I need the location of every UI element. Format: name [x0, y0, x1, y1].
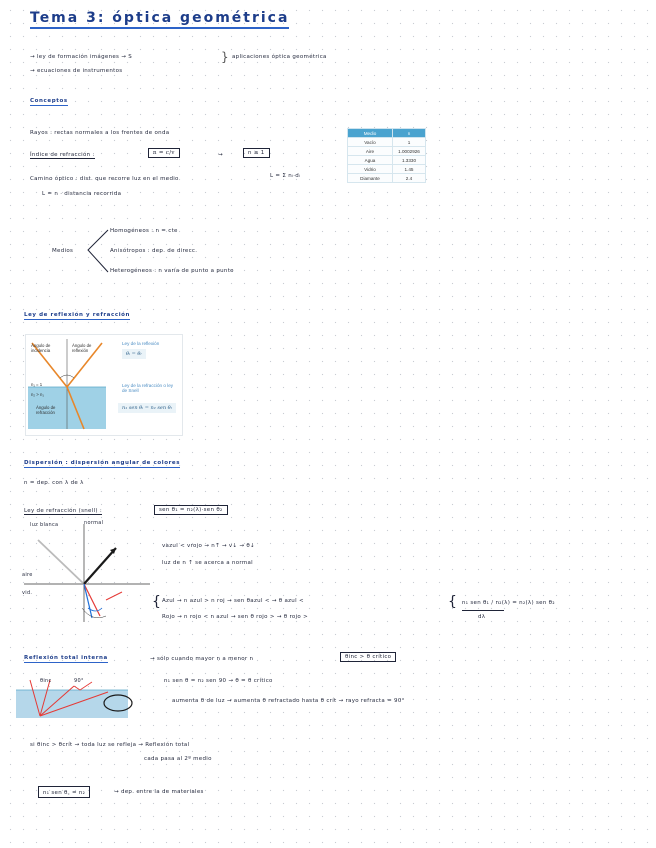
indice-label [30, 152, 95, 158]
reflection-refraction-card [25, 334, 183, 436]
table-header-row [348, 129, 426, 138]
table-row [348, 147, 426, 156]
table-cell: 1.0002926 [393, 147, 426, 156]
diag-label-inc: θinc [40, 678, 52, 684]
dispersion-note-2: luz de n ↑ se acerca a normal [162, 560, 254, 566]
angulo-incidencia-label: Ángulo de incidencia [31, 343, 51, 353]
blue-ray [84, 584, 92, 618]
intro-line-1: → ley de formación imágenes → S [30, 54, 133, 60]
table-cell: Diamante [348, 174, 393, 183]
ley-reflexion-label: Ley de la reflexión [122, 341, 160, 346]
snell-label [24, 508, 102, 514]
critical-angle-formula: n₁ sen θ꜀ = n₂ [38, 786, 90, 798]
table-row [348, 174, 426, 183]
dispersion-diagram-icon [22, 518, 152, 628]
camino-text: Camino óptico : dist. que recorre luz en el medio [30, 176, 179, 182]
table-cell: 1.3330 [393, 156, 426, 165]
intro-line-2: → ecuaciones de instrumentos [30, 68, 123, 74]
table-row [348, 138, 426, 147]
angulo-refraccion-label: Ángulo de refracción [36, 405, 56, 415]
critical-angle-note: → dep. entre la de materiales [114, 789, 204, 795]
table-header: Medio [348, 129, 393, 138]
vidrio-label: vid. [22, 590, 33, 596]
dispersion-cond-2: Rojo → n rojo < n azul → sen θ rojo > → θ rojo > [162, 614, 309, 620]
table-cell: 2.4 [393, 174, 426, 183]
table-header: n [393, 129, 426, 138]
table-row [348, 165, 426, 174]
reflexion-total-line-2: aumenta θ de luz → aumenta θ refractado hasta θ crít → rayo refracta = 90° [172, 698, 405, 704]
section-heading-ley: Ley de reflexión y refracción [24, 312, 131, 318]
section-heading-reflexion-total: Reflexión total interna [24, 655, 108, 661]
heterogeneos-text: Heterogéneos : n varía de punto a punto [110, 268, 234, 274]
ley-refraccion-label: Ley de la refracción o ley de Snell [122, 383, 174, 393]
dispersion-line-1: n = dep. con λ de λ [24, 480, 84, 486]
table-cell: 1.45 [393, 165, 426, 174]
brace-right-glyph: { [448, 594, 458, 610]
snell-label-text: Ley de refracción (snell) : [24, 508, 103, 514]
aire-label: aire [22, 572, 33, 578]
table-row [348, 156, 426, 165]
brace-glyph: } [221, 50, 229, 64]
dispersion-formula-right: n₁ sen θ₁ / n₂(λ) = n₂(λ) sen θ₂ [462, 600, 555, 606]
reflexion-total-line-3: si θinc > θcrít → toda luz se refleja → Reflexión total [30, 742, 190, 748]
dispersion-note-1: vazul < vrojo → n↑ → v↓ → θ↓ [162, 543, 255, 549]
ley-reflexion-formula: θᵢ = θᵣ [122, 349, 146, 359]
luz-blanca-label: luz blanca [30, 522, 59, 528]
water-region [16, 690, 128, 718]
medios-brace-icon [82, 226, 112, 276]
white-light-ray [38, 540, 84, 584]
reflexion-total-line-1: n₁ sen θ = n₂ sen 90 → θ = θ crítico [164, 678, 273, 684]
snell-formula: sen θ₁ = n₂(λ)·sen θ₂ [154, 505, 228, 515]
section-heading-conceptos: Conceptos [30, 98, 68, 104]
dispersion-cond-1: Azul → n azul > n roj → sen θazul < → θ azul < [162, 598, 304, 604]
indice-formula: n = c/v [148, 148, 180, 158]
rayos-text: Rayos : rectas normales a los frentes de onda [30, 130, 170, 136]
normal-label: normal [84, 520, 104, 526]
reflexion-total-line-3b: cada pasa al 2º medio [144, 756, 212, 762]
table-cell: Aire [348, 147, 393, 156]
table-cell: Vacío [348, 138, 393, 147]
ley-refraccion-formula: n₁ sen θᵢ = n₂ sen θₜ [118, 403, 176, 413]
indice-label-text: Índice de refracción : [30, 152, 95, 158]
table-cell: Agua [348, 156, 393, 165]
intro-line-1b: aplicaciones óptica geométrica [232, 54, 327, 60]
n1-label: n₁ = 1 [31, 382, 43, 387]
section-heading-dispersion: Dispersión : dispersión angular de colores [24, 460, 181, 466]
refractive-index-table [347, 128, 426, 183]
anisotropos-text: Anisótropos : dep. de direcc. [110, 248, 198, 254]
reflexion-total-desc: → sólo cuando mayor n a menor n [150, 656, 254, 662]
angulo-reflexion-label: Ángulo de reflexión [72, 343, 92, 353]
n2-label: n₂ > n₁ [31, 392, 44, 397]
reflected-ray [84, 548, 116, 584]
diag-label-90: 90° [74, 678, 84, 684]
indice-result: n ≥ 1 [243, 148, 270, 158]
brace-left-glyph: { [152, 594, 162, 610]
arrow-glyph: → [218, 152, 223, 158]
table-cell: Vidrio [348, 165, 393, 174]
camino-formula: L = Σ nᵢ·dᵢ [270, 173, 301, 179]
camino-text-2: L = n · distancia recorrida [42, 191, 122, 197]
medios-label: Medios [52, 248, 74, 254]
dispersion-formula-den: dλ [478, 614, 486, 620]
fraction-bar [462, 610, 504, 611]
homogeneos-text: Homogéneos : n = cte [110, 228, 178, 234]
red-ray [84, 584, 100, 616]
medium-table-wrap [347, 128, 426, 183]
page-title: Tema 3: óptica geométrica [30, 10, 289, 29]
reflexion-total-boxed: θinc > θ crítico [340, 652, 396, 662]
table-cell: 1 [393, 138, 426, 147]
